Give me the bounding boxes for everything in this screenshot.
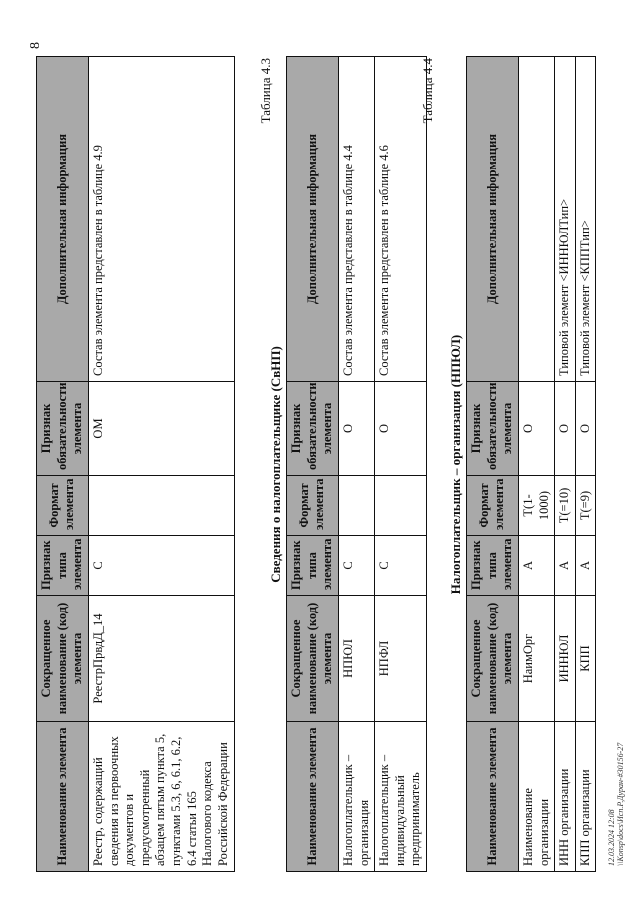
cell-info: Состав элемента представлен в таблице 4.6 [375, 57, 427, 382]
cell-short: НПФЛ [375, 596, 427, 722]
cell-format [338, 476, 374, 536]
header-type: Признак типа элемента [287, 536, 339, 596]
cell-short: НаимОрг [518, 596, 554, 722]
cell-format: T(1-1000) [518, 476, 554, 536]
table-row [375, 57, 427, 872]
table-4-3 [286, 56, 427, 872]
table-row [555, 57, 576, 872]
header-format: Формат элемента [467, 476, 519, 536]
cell-req: О [555, 382, 576, 476]
table-continuation [36, 56, 235, 872]
header-format: Формат элемента [287, 476, 339, 536]
header-required: Признак обязательности элемента [287, 382, 339, 476]
cell-format [88, 476, 234, 536]
cell-name: Наименование организации [518, 722, 554, 872]
cell-req: О [375, 382, 427, 476]
header-info: Дополнительная информация [467, 57, 519, 382]
table-header-row [467, 57, 519, 872]
cell-name: ИНН организации [555, 722, 576, 872]
cell-info: Типовой элемент <КППТип> [575, 57, 596, 382]
cell-info: Состав элемента представлен в таблице 4.4 [338, 57, 374, 382]
cell-name: КПП организации [575, 722, 596, 872]
header-name: Наименование элемента [467, 722, 519, 872]
cell-type: А [575, 536, 596, 596]
table-row [88, 57, 234, 872]
table-row [518, 57, 554, 872]
table-header-row [287, 57, 339, 872]
cell-short: ИННЮЛ [555, 596, 576, 722]
cell-type: А [555, 536, 576, 596]
table-4-3-title: Сведения о налогоплательщике (СвНП) [268, 346, 283, 583]
header-name: Наименование элемента [37, 722, 89, 872]
table-row [338, 57, 374, 872]
header-info: Дополнительная информация [287, 57, 339, 382]
cell-req: ОМ [88, 382, 234, 476]
table-4-4-caption: Таблица 4.4 [420, 58, 435, 124]
header-required: Признак обязательности элемента [37, 382, 89, 476]
header-short: Сокращенное наименование (код) элемента [467, 596, 519, 722]
cell-format [375, 476, 427, 536]
cell-short: КПП [575, 596, 596, 722]
table-row [575, 57, 596, 872]
header-short: Сокращенное наименование (код) элемента [287, 596, 339, 722]
cell-type: С [88, 536, 234, 596]
cell-short: РеестрПрвдД_14 [88, 596, 234, 722]
cell-format: T(=10) [555, 476, 576, 536]
header-type: Признак типа элемента [37, 536, 89, 596]
table-4-3-caption: Таблица 4.3 [258, 58, 273, 124]
page-number: 8 [28, 42, 43, 49]
cell-name: Налогоплательщик – индивидуальный предприниматель [375, 722, 427, 872]
table-4-4-title: Налогоплательщик – организация (НПЮЛ) [448, 334, 463, 595]
cell-name: Реестр, содержащий сведения из первоочных документов и предусмотренный абзацем пятым пункта 5, пунктами 5.3, 6, 6.1, 6.2, 6.4 статьи 165 Налогового кодекса Российской Федерации [88, 722, 234, 872]
cell-info: Состав элемента представлен в таблице 4.9 [88, 57, 234, 382]
cell-req: О [338, 382, 374, 476]
header-format: Формат элемента [37, 476, 89, 536]
cell-req: О [575, 382, 596, 476]
cell-type: С [375, 536, 427, 596]
header-info: Дополнительная информация [37, 57, 89, 382]
cell-format: T(=9) [575, 476, 596, 536]
cell-short: НПЮЛ [338, 596, 374, 722]
cell-info: Типовой элемент <ИННЮЛТип> [555, 57, 576, 382]
header-name: Наименование элемента [287, 722, 339, 872]
header-required: Признак обязательности элемента [467, 382, 519, 476]
table-4-4 [466, 56, 596, 872]
header-type: Признак типа элемента [467, 536, 519, 596]
table-header-row [37, 57, 89, 872]
cell-info [518, 57, 554, 382]
print-stamp [607, 743, 626, 866]
header-short: Сокращенное наименование (код) элемента [37, 596, 89, 722]
stamp-path: \\Konsp\docs\Исп.Р.Дуран-#30156-27 [616, 742, 626, 866]
cell-name: Налогоплательщик – организация [338, 722, 374, 872]
cell-req: О [518, 382, 554, 476]
cell-type: С [338, 536, 374, 596]
cell-type: А [518, 536, 554, 596]
stamp-date: 12.03.2024 12:08 [606, 809, 616, 866]
